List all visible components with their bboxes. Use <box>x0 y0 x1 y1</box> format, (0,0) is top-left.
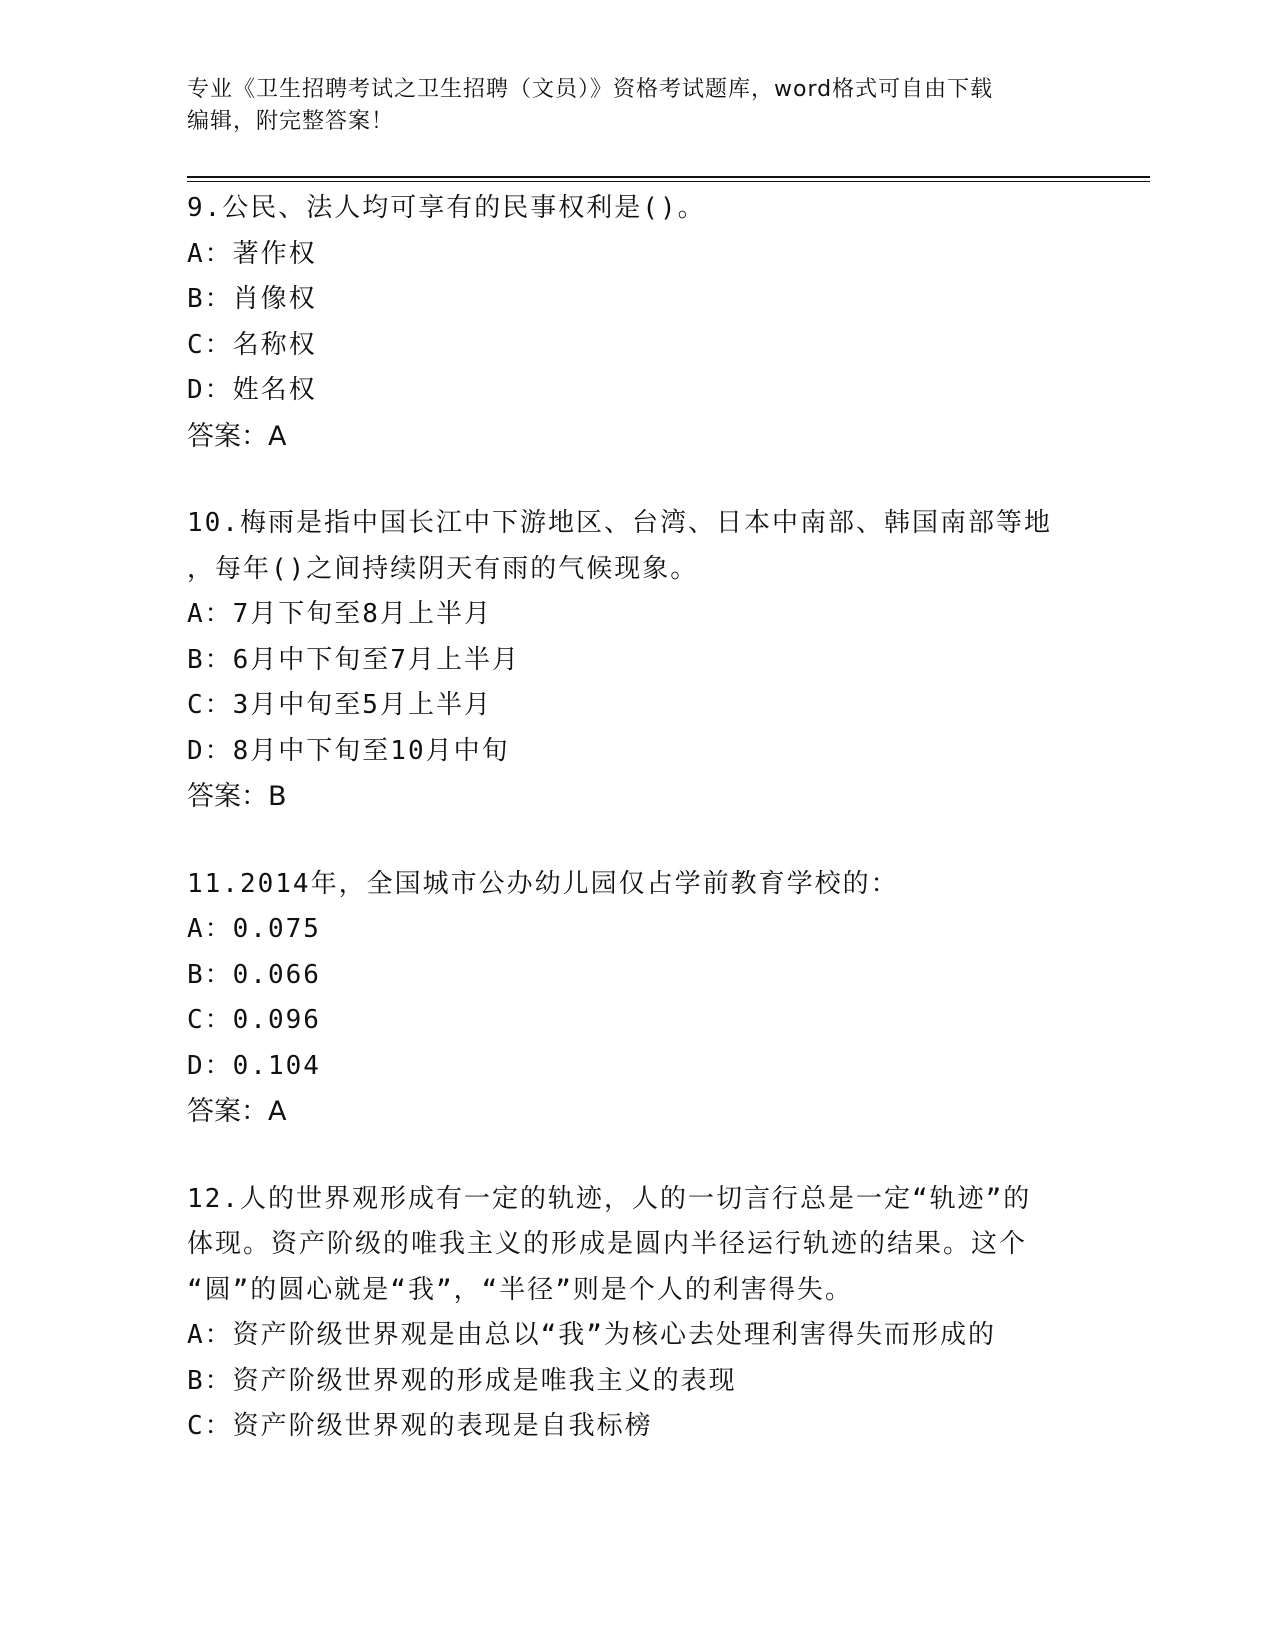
option-b: B：资产阶级世界观的形成是唯我主义的表现 <box>187 1365 737 1396</box>
option-b: B：0.066 <box>187 959 321 990</box>
answer-label: 答案：A <box>187 420 287 452</box>
option-c: C：资产阶级世界观的表现是自我标榜 <box>187 1411 653 1441</box>
header-divider-thick <box>187 176 1150 178</box>
question-stem: 12.人的世界观形成有一定的轨迹，人的一切言行总是一定“轨迹”的 <box>187 1183 1032 1214</box>
option-c: C：0.096 <box>187 1005 321 1035</box>
question-12 <box>187 1177 1087 1450</box>
question-stem: 9.公民、法人均可享有的民事权利是()。 <box>187 193 706 223</box>
option-a: A：0.075 <box>187 914 321 944</box>
header-line-1: 专业《卫生招聘考试之卫生招聘（文员）》资格考试题库，word格式可自由下载 <box>187 77 994 102</box>
header-line-2: 编辑，附完整答案！ <box>187 109 395 134</box>
option-d: D：8月中下旬至10月中旬 <box>187 735 510 766</box>
question-stem-continued: “圆”的圆心就是“我”，“半径”则是个人的利害得失。 <box>187 1274 853 1305</box>
question-10 <box>187 501 1087 820</box>
question-list <box>187 186 1087 1492</box>
question-11 <box>187 862 1087 1135</box>
header-divider-thin <box>187 181 1150 182</box>
option-a: A：7月下旬至8月上半月 <box>187 599 492 629</box>
document-header <box>187 74 1067 138</box>
option-a: A：资产阶级世界观是由总以“我”为核心去处理利害得失而形成的 <box>187 1320 996 1350</box>
option-d: D：姓名权 <box>187 375 317 405</box>
question-stem-continued: 体现。资产阶级的唯我主义的形成是圆内半径运行轨迹的结果。这个 <box>187 1229 1028 1259</box>
question-stem: 11.2014年，全国城市公办幼儿园仅占学前教育学校的： <box>187 868 899 899</box>
option-b: B：肖像权 <box>187 284 317 314</box>
question-stem-continued: ，每年()之间持续阴天有雨的气候现象。 <box>187 553 699 584</box>
option-d: D：0.104 <box>187 1050 321 1081</box>
option-a: A：著作权 <box>187 238 317 269</box>
answer-label: 答案：B <box>187 781 287 812</box>
answer-label: 答案：A <box>187 1096 287 1127</box>
option-c: C：3月中旬至5月上半月 <box>187 690 492 720</box>
option-c: C：名称权 <box>187 329 317 360</box>
question-9 <box>187 186 1087 459</box>
option-b: B：6月中下旬至7月上半月 <box>187 644 520 675</box>
question-stem: 10.梅雨是指中国长江中下游地区、台湾、日本中南部、韩国南部等地 <box>187 508 1052 538</box>
